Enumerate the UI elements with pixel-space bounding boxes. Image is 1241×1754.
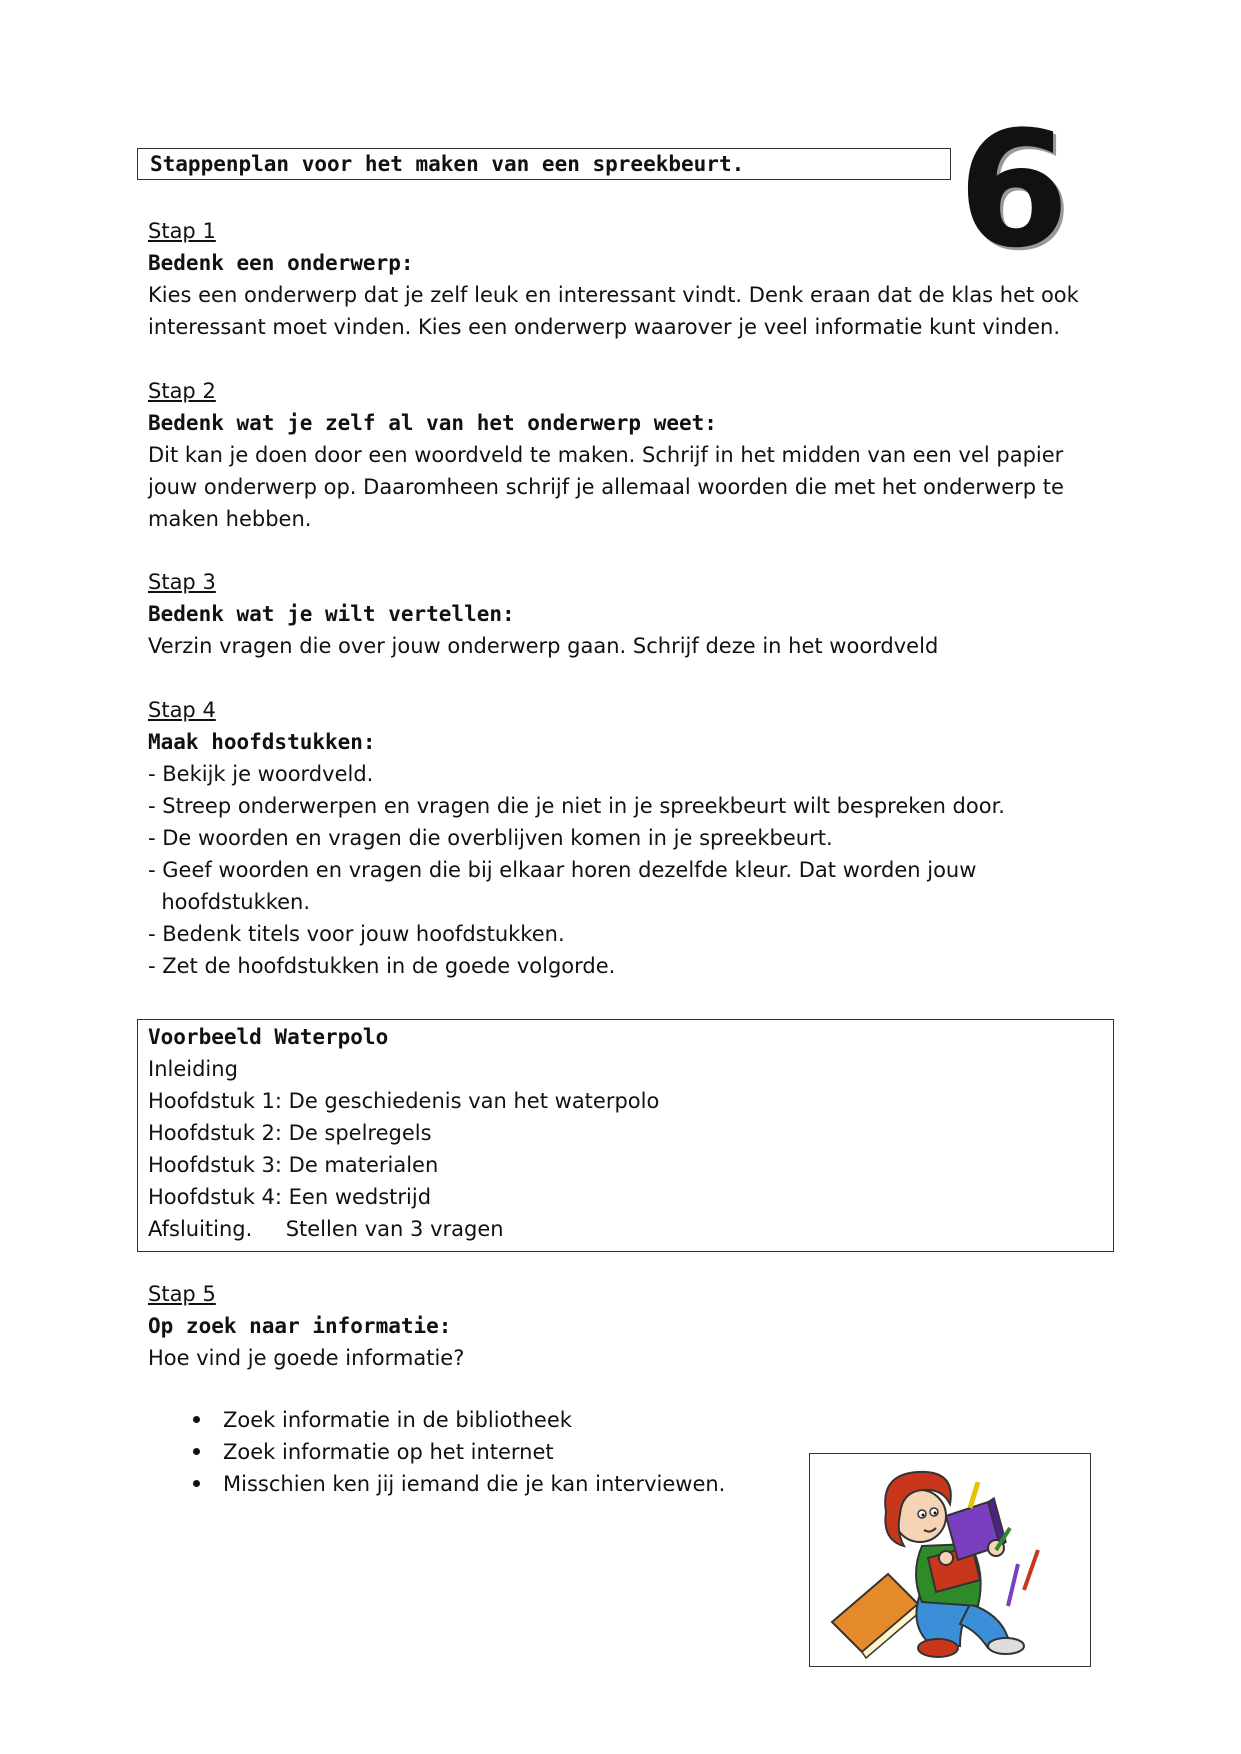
example-line: Afsluiting. Stellen van 3 vragen: [148, 1217, 504, 1241]
step-2-text-line: jouw onderwerp op. Daaromheen schrijf je allemaal woorden die met het onderwerp te: [148, 475, 1064, 499]
step-4-text-line: hoofdstukken.: [148, 890, 311, 914]
step-3-heading: Bedenk wat je wilt vertellen:: [148, 602, 515, 626]
illustration-frame: [809, 1453, 1091, 1667]
step-4-heading: Maak hoofdstukken:: [148, 730, 376, 754]
page-title: Stappenplan voor het maken van een spreekbeurt.: [150, 152, 745, 176]
bullet-icon: [193, 1448, 200, 1455]
title-box: [137, 148, 951, 180]
step-5-bullet: Zoek informatie op het internet: [223, 1440, 554, 1464]
example-title: Voorbeeld Waterpolo: [148, 1025, 389, 1049]
step-5-heading: Op zoek naar informatie:: [148, 1314, 452, 1338]
step-5-intro: Hoe vind je goede informatie?: [148, 1346, 465, 1370]
step-4-text-line: - Zet de hoofdstukken in de goede volgorde.: [148, 954, 616, 978]
step-1-text-line: interessant moet vinden. Kies een onderwerp waarover je veel informatie kunt vinden.: [148, 315, 1061, 339]
step-5-bullet: Misschien ken jij iemand die je kan interviewen.: [223, 1472, 726, 1496]
example-line: Hoofdstuk 3: De materialen: [148, 1153, 439, 1177]
bullet-icon: [193, 1480, 200, 1487]
step-2-text-line: Dit kan je doen door een woordveld te maken. Schrijf in het midden van een vel papier: [148, 443, 1064, 467]
step-1-text-line: Kies een onderwerp dat je zelf leuk en interessant vindt. Denk eraan dat de klas het ook: [148, 283, 1079, 307]
example-line: Hoofdstuk 2: De spelregels: [148, 1121, 432, 1145]
step-1-heading: Bedenk een onderwerp:: [148, 251, 414, 275]
step-4-text-line: - Bedenk titels voor jouw hoofdstukken.: [148, 922, 565, 946]
step-5-label: Stap 5: [148, 1282, 216, 1306]
example-line: Hoofdstuk 1: De geschiedenis van het waterpolo: [148, 1089, 660, 1113]
step-4-text-line: - Streep onderwerpen en vragen die je niet in je spreekbeurt wilt bespreken door.: [148, 794, 1005, 818]
step-4-text-line: - De woorden en vragen die overblijven komen in je spreekbeurt.: [148, 826, 833, 850]
step-3-text-line: Verzin vragen die over jouw onderwerp gaan. Schrijf deze in het woordveld: [148, 634, 939, 658]
step-4-text-line: - Geef woorden en vragen die bij elkaar horen dezelfde kleur. Dat worden jouw: [148, 858, 977, 882]
step-2-text-line: maken hebben.: [148, 507, 312, 531]
page-number: 6: [958, 96, 1070, 283]
step-3-label: Stap 3: [148, 570, 216, 594]
step-5-bullet: Zoek informatie in de bibliotheek: [223, 1408, 572, 1432]
example-line: Hoofdstuk 4: Een wedstrijd: [148, 1185, 432, 1209]
step-4-text-line: - Bekijk je woordveld.: [148, 762, 374, 786]
step-4-label: Stap 4: [148, 698, 216, 722]
example-line: Inleiding: [148, 1057, 238, 1081]
bullet-icon: [193, 1416, 200, 1423]
step-1-label: Stap 1: [148, 219, 216, 243]
child-with-books-illustration: [810, 1454, 1090, 1666]
step-2-heading: Bedenk wat je zelf al van het onderwerp weet:: [148, 411, 717, 435]
step-2-label: Stap 2: [148, 379, 216, 403]
